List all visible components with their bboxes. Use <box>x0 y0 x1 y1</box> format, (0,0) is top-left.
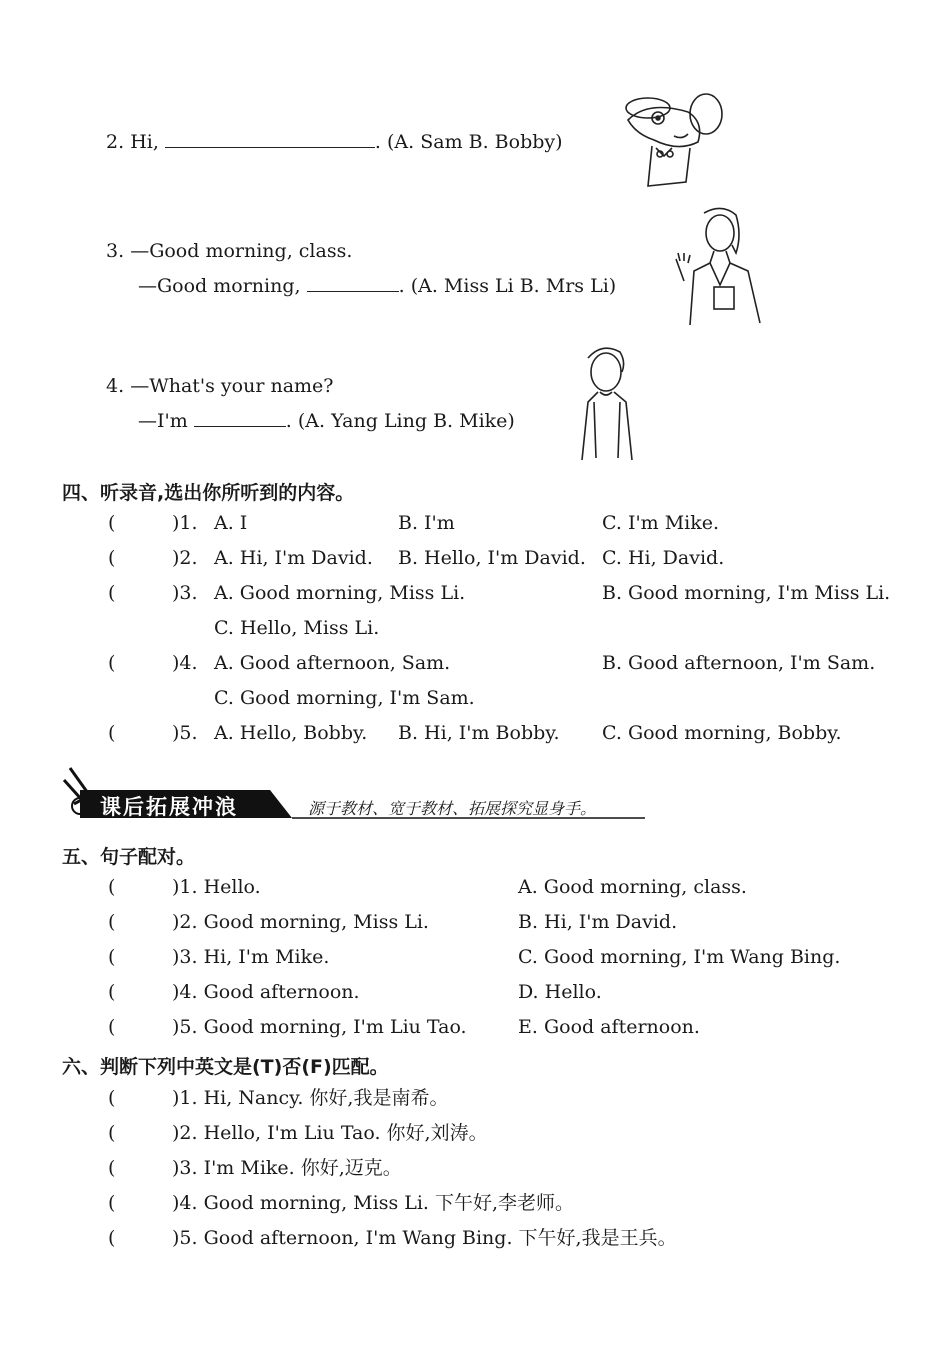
answer-number[interactable]: )3. <box>172 582 198 604</box>
match-left-4[interactable]: )4. Good afternoon. <box>172 981 360 1003</box>
q2-answer-blank[interactable] <box>165 133 375 148</box>
banner-subtitle: 源于教材、宽于教材、拓展探究显身手。 <box>308 799 597 818</box>
banner-title: 课后拓展冲浪 <box>100 795 238 819</box>
section4-title: 四、听录音,选出你所听到的内容。 <box>62 482 355 504</box>
question-2: 2. Hi, . (A. Sam B. Bobby) <box>106 131 563 153</box>
option-a: A. Hi, I'm David. <box>214 547 373 569</box>
question-3 <box>106 240 352 262</box>
q3-number: 3. <box>106 240 125 262</box>
match-left-5[interactable]: )5. Good morning, I'm Liu Tao. <box>172 1016 467 1038</box>
section-banner <box>60 760 650 824</box>
option-a: A. Good morning, Miss Li. <box>214 582 466 604</box>
answer-paren: ( <box>108 1016 116 1038</box>
judge-item-5[interactable]: )5. Good afternoon, I'm Wang Bing. 下午好,我是王兵。 <box>172 1227 677 1249</box>
answer-paren: ( <box>108 1227 116 1249</box>
option-c: C. I'm Mike. <box>602 512 720 534</box>
answer-paren: ( <box>108 1122 116 1144</box>
match-left-3[interactable]: )3. Hi, I'm Mike. <box>172 946 330 968</box>
teacher-character-icon <box>670 205 770 329</box>
answer-paren: ( <box>108 512 116 534</box>
match-right-b: B. Hi, I'm David. <box>518 911 678 933</box>
question-4-line2: —I'm . (A. Yang Ling B. Mike) <box>138 410 515 432</box>
match-right-d: D. Hello. <box>518 981 602 1003</box>
section5-title: 五、句子配对。 <box>62 846 196 868</box>
match-right-c: C. Good morning, I'm Wang Bing. <box>518 946 841 968</box>
option-b: B. Hello, I'm David. <box>398 547 586 569</box>
question-3-line2: —Good morning, . (A. Miss Li B. Mrs Li) <box>138 275 617 297</box>
q3-answer-blank[interactable] <box>307 277 399 292</box>
answer-paren: ( <box>108 946 116 968</box>
answer-paren: ( <box>108 1087 116 1109</box>
match-right-a: A. Good morning, class. <box>518 876 747 898</box>
option-b: B. Hi, I'm Bobby. <box>398 722 560 744</box>
q3-line1: —Good morning, class. <box>130 240 353 262</box>
match-right-e: E. Good afternoon. <box>518 1016 700 1038</box>
section6-title: 六、判断下列中英文是(T)否(F)匹配。 <box>62 1056 389 1078</box>
answer-paren: ( <box>108 1192 116 1214</box>
option-b: B. Good afternoon, I'm Sam. <box>602 652 876 674</box>
answer-paren: ( <box>108 911 116 933</box>
q4-answer-blank[interactable] <box>194 412 286 427</box>
answer-number[interactable]: )2. <box>172 547 198 569</box>
q4-number: 4. <box>106 375 125 397</box>
answer-paren: ( <box>108 1157 116 1179</box>
answer-number[interactable]: )5. <box>172 722 198 744</box>
answer-paren: ( <box>108 722 116 744</box>
q4-options: (A. Yang Ling B. Mike) <box>297 410 515 432</box>
option-a: A. Hello, Bobby. <box>214 722 368 744</box>
judge-item-3[interactable]: )3. I'm Mike. 你好,迈克。 <box>172 1157 402 1179</box>
answer-number[interactable]: )4. <box>172 652 198 674</box>
q2-text: Hi, <box>130 131 159 153</box>
option-c: C. Hi, David. <box>602 547 725 569</box>
answer-number[interactable]: )1. <box>172 512 198 534</box>
option-c: C. Hello, Miss Li. <box>214 617 380 639</box>
answer-paren: ( <box>108 547 116 569</box>
q2-options: (A. Sam B. Bobby) <box>387 131 563 153</box>
boy-character-icon <box>578 342 638 464</box>
answer-paren: ( <box>108 582 116 604</box>
q2-number: 2. <box>106 131 125 153</box>
answer-paren: ( <box>108 981 116 1003</box>
question-4 <box>106 375 333 397</box>
option-c: C. Good morning, I'm Sam. <box>214 687 475 709</box>
option-a: A. I <box>214 512 248 534</box>
answer-paren: ( <box>108 652 116 674</box>
judge-item-1[interactable]: )1. Hi, Nancy. 你好,我是南希。 <box>172 1087 449 1109</box>
option-b: B. Good morning, I'm Miss Li. <box>602 582 891 604</box>
judge-item-2[interactable]: )2. Hello, I'm Liu Tao. 你好,刘涛。 <box>172 1122 488 1144</box>
mouse-character-icon <box>618 86 728 194</box>
answer-paren: ( <box>108 876 116 898</box>
q3-options: (A. Miss Li B. Mrs Li) <box>410 275 617 297</box>
match-left-2[interactable]: )2. Good morning, Miss Li. <box>172 911 429 933</box>
match-left-1[interactable]: )1. Hello. <box>172 876 261 898</box>
judge-item-4[interactable]: )4. Good morning, Miss Li. 下午好,李老师。 <box>172 1192 575 1214</box>
option-a: A. Good afternoon, Sam. <box>214 652 451 674</box>
option-b: B. I'm <box>398 512 455 534</box>
q4-line1: —What's your name? <box>130 375 334 397</box>
option-c: C. Good morning, Bobby. <box>602 722 842 744</box>
